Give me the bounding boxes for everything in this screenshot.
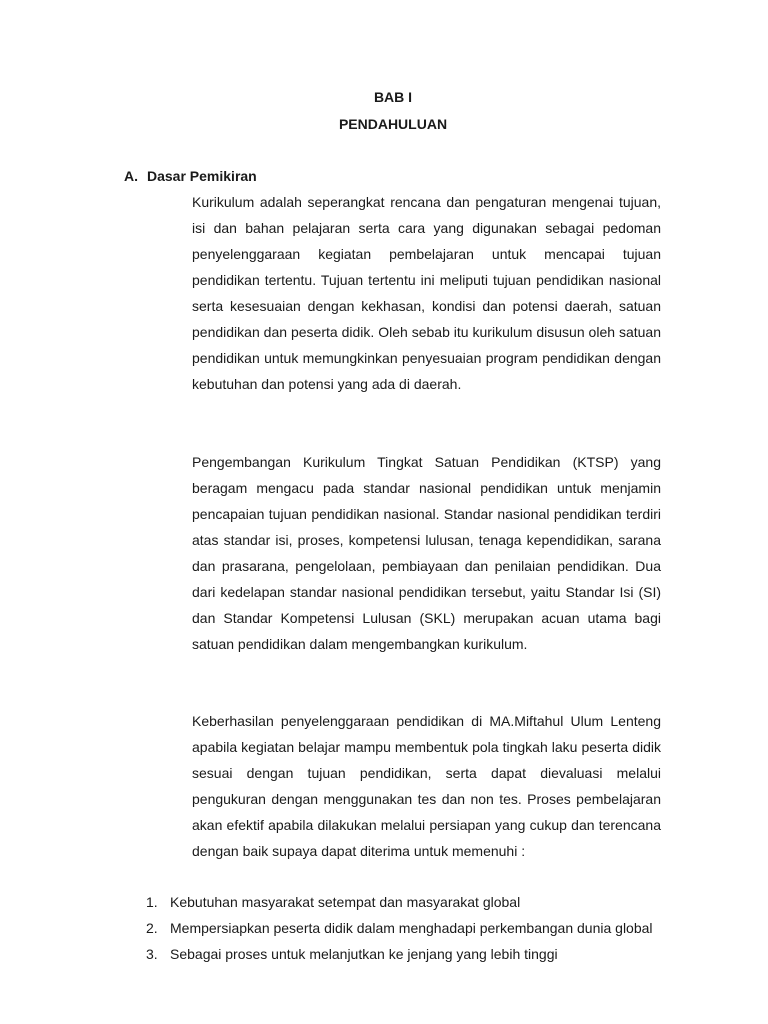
list-item-text: Mempersiapkan peserta didik dalam menghadapi perkembangan dunia global <box>170 920 653 936</box>
section-heading <box>124 168 257 184</box>
chapter-number: BAB I <box>373 89 413 105</box>
list-item-number: 2. <box>146 920 158 936</box>
list-item <box>146 915 661 941</box>
paragraph-kurikulum: Kurikulum adalah seperangkat rencana dan pengaturan mengenai tujuan, isi dan bahan pelajaran serta cara yang digunakan sebagai pedoman penyelenggaraan kegiatan pembelajaran untuk mencapai tujuan pendidikan tertentu. Tujuan tertentu ini meliputi tujuan pendidikan nasional serta kesesuaian dengan kekhasan, kondisi dan potensi daerah, satuan pendidikan dan peserta didik. Oleh sebab itu kurikulum disusun oleh satuan pendidikan untuk memungkinkan penyesuaian program pendidikan dengan kebutuhan dan potensi yang ada di daerah. <box>192 194 661 392</box>
list-item-number: 3. <box>146 946 158 962</box>
chapter-title: PENDAHULUAN <box>338 116 448 132</box>
paragraph-keberhasilan: Keberhasilan penyelenggaraan pendidikan di MA.Miftahul Ulum Lenteng apabila kegiatan belajar mampu membentuk pola tingkah laku peserta didik sesuai dengan tujuan pendidikan, serta dapat dievaluasi melalui pengukuran dengan menggunakan tes dan non tes. Proses pembelajaran akan efektif apabila dilakukan melalui persiapan yang cukup dan terencana dengan baik supaya dapat diterima untuk memenuhi : <box>192 713 661 859</box>
list-item <box>146 941 661 967</box>
list-item-text: Sebagai proses untuk melanjutkan ke jenjang yang lebih tinggi <box>170 946 558 962</box>
list-item-text: Kebutuhan masyarakat setempat dan masyarakat global <box>170 894 521 910</box>
paragraph-pengembangan-ktsp: Pengembangan Kurikulum Tingkat Satuan Pendidikan (KTSP) yang beragam mengacu pada standar nasional pendidikan untuk menjamin pencapaian tujuan pendidikan nasional. Standar nasional pendidikan terdiri atas standar isi, proses, kompetensi lulusan, tenaga kependidikan, sarana dan prasarana, pengelolaan, pembiayaan dan penilaian pendidikan. Dua dari kedelapan standar nasional pendidikan tersebut, yaitu Standar Isi (SI) dan Standar Kompetensi Lulusan (SKL) merupakan acuan utama bagi satuan pendidikan dalam mengembangkan kurikulum. <box>192 454 661 652</box>
section-title: Dasar Pemikiran <box>147 168 257 184</box>
numbered-list <box>146 889 661 967</box>
list-item-number: 1. <box>146 894 158 910</box>
list-item <box>146 889 661 915</box>
section-letter: A. <box>124 168 138 184</box>
